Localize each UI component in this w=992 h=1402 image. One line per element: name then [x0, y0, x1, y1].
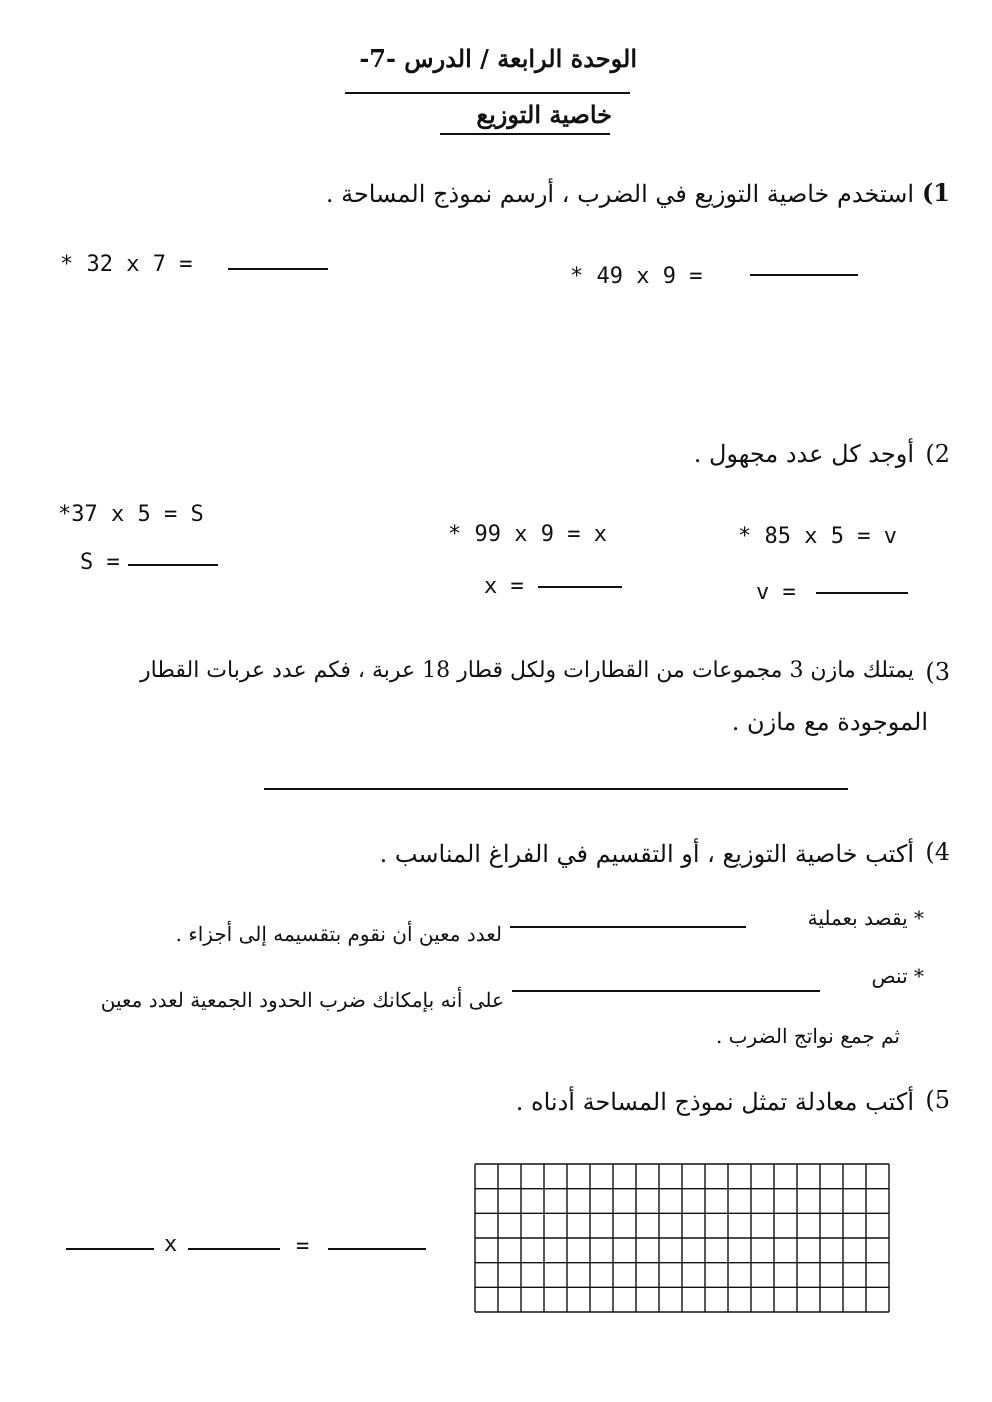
q2-number: 2) — [925, 440, 950, 468]
q2-item-c-answer-label: v = — [756, 580, 796, 605]
q5-prompt: أكتب معادلة تمثل نموذج المساحة أدناه . — [515, 1088, 914, 1116]
q4-s1-start: * يقصد بعملية — [807, 906, 924, 930]
q2-item-a-answer-label: S = — [80, 550, 120, 575]
q3-line2: الموجودة مع مازن . — [731, 708, 928, 736]
q4-s2-blank[interactable] — [512, 990, 820, 992]
q4-s1-end: لعدد معين أن نقوم بتقسيمه إلى أجزاء . — [175, 922, 502, 946]
q4-number: 4) — [925, 838, 950, 866]
q1-item-b: * 49 x 9 = — [570, 264, 703, 289]
lesson-title: الوحدة الرابعة / الدرس -7- — [359, 44, 637, 73]
q5-times-sign: x — [164, 1232, 178, 1257]
q5-blank-1[interactable] — [66, 1248, 154, 1250]
q2-prompt: أوجد كل عدد مجهول . — [693, 440, 914, 468]
q5-equals-sign: = — [296, 1234, 310, 1259]
q1-prompt: استخدم خاصية التوزيع في الضرب ، أرسم نموذج المساحة . — [325, 180, 914, 208]
q4-prompt: أكتب خاصية التوزيع ، أو التقسيم في الفراغ المناسب . — [379, 840, 914, 868]
q2-answer-a[interactable] — [128, 564, 218, 566]
q4-s2-start: * تنص — [871, 964, 924, 988]
q2-item-a: *37 x 5 = S — [58, 502, 204, 527]
q1-item-a: * 32 x 7 = — [60, 252, 193, 277]
q5-number: 5) — [925, 1086, 950, 1114]
q2-answer-c[interactable] — [816, 592, 908, 594]
q1-answer-a[interactable] — [228, 268, 328, 270]
q3-number: 3) — [925, 658, 950, 686]
title-underline — [345, 92, 630, 94]
lesson-subtitle: خاصية التوزيع — [476, 100, 612, 129]
area-model-grid — [474, 1163, 890, 1313]
q3-answer-line[interactable] — [264, 788, 848, 790]
q3-line1: يمتلك مازن 3 مجموعات من القطارات ولكل قطار 18 عربة ، فكم عدد عربات القطار — [140, 658, 914, 683]
q2-item-c: * 85 x 5 = v — [738, 524, 897, 549]
q5-blank-3[interactable] — [328, 1248, 426, 1250]
q1-answer-b[interactable] — [750, 274, 858, 276]
q2-item-b: * 99 x 9 = x — [448, 522, 607, 547]
q4-s2-end: على أنه بإمكانك ضرب الحدود الجمعية لعدد معين — [100, 988, 504, 1012]
q1-number: 1) — [921, 178, 950, 207]
q5-blank-2[interactable] — [188, 1248, 280, 1250]
q2-item-b-answer-label: x = — [484, 574, 524, 599]
q2-answer-b[interactable] — [538, 586, 622, 588]
subtitle-underline — [440, 133, 610, 135]
q4-s1-blank[interactable] — [510, 926, 746, 928]
q4-s2-line2: ثم جمع نواتج الضرب . — [715, 1024, 900, 1048]
